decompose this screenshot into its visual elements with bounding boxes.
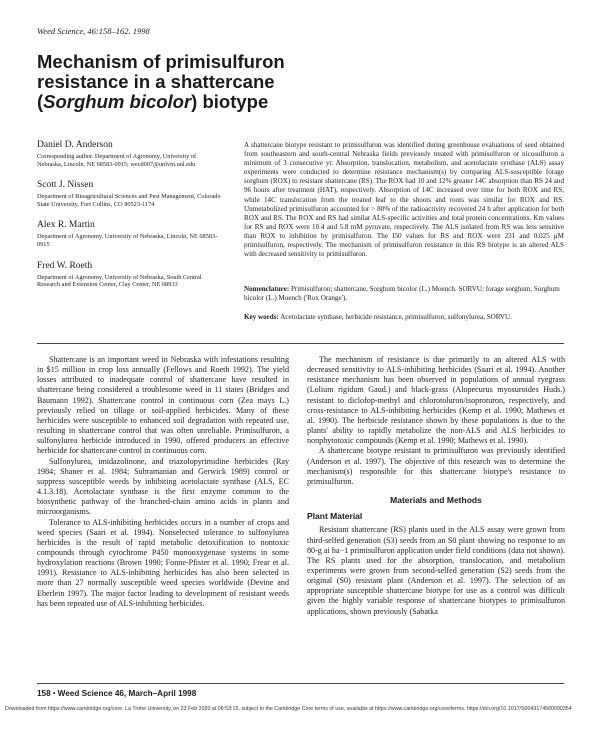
- author-block: [37, 261, 222, 289]
- section-divider: [37, 343, 564, 344]
- body-paragraph: Tolerance to ALS-inhibiting herbicides occurs in a number of crops and weed species (Saari et al. 1994). Nonselected tolerance to sulfonylurea herbicides is the result of rapid metabolic detoxification to nontoxic compounds through cytochrome P450 monooxygenase systems in some hydroxylation reactions (Brown 1990; Fonne-Pfister et al. 1990; Frear et al. 1991). Resistance to ALS-inhibiting herbicides has also been selected in more than 27 normally susceptible weed species worldwide (Devine and Eberlein 1997). The major factor leading to development of resistant weeds has been repeated use of ALS-inhibiting herbicides.: [37, 517, 289, 608]
- subsection-heading: Plant Material: [307, 511, 363, 522]
- body-column-right: [307, 355, 565, 617]
- keywords-text: Acetolactate synthase, herbicide resistance, primisulfuron, sulfonylurea, SORVU.: [280, 313, 512, 321]
- author-list: [37, 140, 222, 301]
- author-block: [37, 180, 222, 208]
- author-affiliation: Department of Agronomy, University of Nebraska, Lincoln, NE 68583-0915: [37, 233, 218, 248]
- nomenclature-label: Nomenclature:: [244, 285, 290, 293]
- title-line-1: Mechanism of primisulfuron resistance in a shattercane: [37, 51, 285, 92]
- body-paragraph: The mechanism of resistance is due primarily to an altered ALS with decreased sensitivity to ALS-inhibiting herbicides (Saari et al. 1994). Another resistance mechanism has been observed in populations of annual ryegrass (Lolium rigidum Gaud.) and black-grass (Alopecurus myosuroides Huds.) resistant to diclofop-methyl and chlorotoluron/isoproturon, respectively, and cross-resistance to ALS-inhibiting herbicides (Kemp et al. 1990; Mathews et al. 1990). The herbicide resistance shown by these populations is due to the plants' ability to rapidly metabolize the non-ALS and ALS herbicides to nonphytotoxic compounds (Kemp et al. 1990; Mathews et al. 1990).: [307, 355, 565, 446]
- author-affiliation: Department of Agronomy, University of Nebraska, South Central Research and Extension Center, Clay Center, NE 68933: [37, 273, 202, 289]
- title-species: Sorghum bicolor: [43, 91, 192, 112]
- nomenclature: [244, 285, 564, 303]
- keywords: [244, 313, 564, 322]
- download-notice: Downloaded from https://www.cambridge.org/core. La Trobe University, on 23 Feb 2020 at 06:53:15, subject to the Cambridge Core terms of use, available at https://www.cambridge.org/core/terms. https://doi.org/10.1017/S0043174500090354: [5, 706, 572, 712]
- body-paragraph: Shattercane is an important weed in Nebraska with infestations resulting in $15 million in crop loss annually (Fellows and Roeth 1992). The yield losses attributed to inadequate control of shattercane have resulted in shattercane being considered a troublesome weed in 11 states (Bridges and Baumann 1992). Shattercane control in continuous corn (Zea mays L.) previously relied on tillage or soil-applied herbicides. Many of these herbicides were susceptible to enhanced soil degradation with repeated use, resulting in shattercane control that was often unreliable. Primisulfuron, a sulfonylurea herbicide introduced in 1990, offered producers an effective herbicide for shattercane control in continuous corn.: [37, 355, 289, 456]
- body-paragraph: Resistant shattercane (RS) plants used in the ALS assay were grown from third-selfed generation (S3) seeds from an S0 plant showing no response to an 80-g ai ha−1 primisulfuron application under field conditions (data not shown). The RS plants used for the absorption, translocation, and metabolism experiments were grown from second-selfed generation (S2) seeds from the original (S0) resistant plant (Anderson et al. 1997). The selection of an appropriate susceptible shattercane biotype for use as a control was difficult given the highly variable response of shattercane biotypes to primisulfuron applications, shown previously (Sabatka: [307, 525, 565, 616]
- abstract: A shattercane biotype resistant to primisulfuron was identified during greenhouse evaluations of seed obtained from southeastern and south-central Nebraska fields previously treated with primisulfuron or nicosulfuron a minimum of 3 consecutive yr. Absorption, translocation, metabolism, and acetolactate synthase (ALS) assay experiments were conducted to determine resistance mechanism(s) by comparing ALS-susceptible forage sorghum (ROX) to resistant shattercane (RS). The ROX had 10 and 12% greater 14C absorption than RS 24 and 96 hours after treatment (HAT), respectively. Absorption of 14C increased over time for both ROX and RS, while 14C translocation from the treated leaf to the shoots and roots was similar for ROX and RS. Unmetabolized primisulfuron accounted for > 80% of the radioactivity recovered 24 h after application for both ROX and RS. The ROX and RS had similar ALS-specific activities and total protein concentrations. Km values for RS and ROX were 10.4 and 5.8 mM pyruvate, respectively. The ALS isolated from RS was less sensitive than ROX to inhibition by primisulfuron. The I50 values for RS and ROX were 231 and 0.025 μM primisulfuron, respectively. The mechanism of primisulfuron resistance in this RS biotype is an altered ALS with decreased sensitivity to primisulfuron.: [244, 141, 564, 259]
- author-name: Alex R. Martin: [37, 220, 95, 231]
- author-block: [37, 220, 222, 248]
- author-block: [37, 140, 222, 168]
- author-name: Scott J. Nissen: [37, 180, 94, 191]
- journal-citation: Weed Science, 46:158–162. 1998: [37, 26, 150, 36]
- article-title: [37, 52, 367, 112]
- nomenclature-text: Primisulfuron; shattercane, Sorghum bicolor (L.) Moench. SORVU; forage sorghum, Sorghum bicolor (L.) Moench ('Rox Orange').: [244, 285, 560, 303]
- author-name: Fred W. Roeth: [37, 260, 93, 271]
- section-heading: Materials and Methods: [390, 495, 482, 506]
- keywords-label: Key words:: [244, 313, 279, 321]
- body-paragraph: Sulfonylurea, imidazolinone, and triazolopyrimidine herbicides (Ray 1984; Shaner et al. 1984; Subramanian and Gerwick 1989) control or suppress susceptible weeds by inhibiting acetolactate synthase (ALS, EC 4.1.3.18). Acetolactate synthase is the first enzyme common to the biosynthetic pathway of the branched-chain amino acids in plants and microorganisms.: [37, 456, 289, 517]
- footer-bullet: •: [52, 689, 56, 698]
- body-column-left: [37, 355, 289, 609]
- author-affiliation: Corresponding author. Department of Agronomy, University of Nebraska, Lincoln, NE 68583-0915; wecd007@unlvm.unl.edu: [37, 153, 197, 168]
- title-paren-open: (: [37, 91, 44, 112]
- footer-journal: Weed Science 46, March–April 1998: [57, 689, 197, 698]
- footer-divider: [37, 683, 564, 684]
- author-affiliation: Department of Bioagricultural Sciences and Pest Management, Colorado State University, Fort Collins, CO 80523-1174: [37, 193, 221, 208]
- page-footer: [37, 689, 196, 698]
- author-name: Daniel D. Anderson: [37, 140, 113, 150]
- page-number: 158: [37, 689, 51, 698]
- title-line-2: ) biotype: [191, 91, 269, 112]
- body-paragraph: A shattercane biotype resistant to primisulfuron was previously identified (Anderson et al. 1997). The objective of this research was to determine the mechanism(s) responsible for this shattercane biotype's resistance to primisulfuron.: [307, 446, 565, 486]
